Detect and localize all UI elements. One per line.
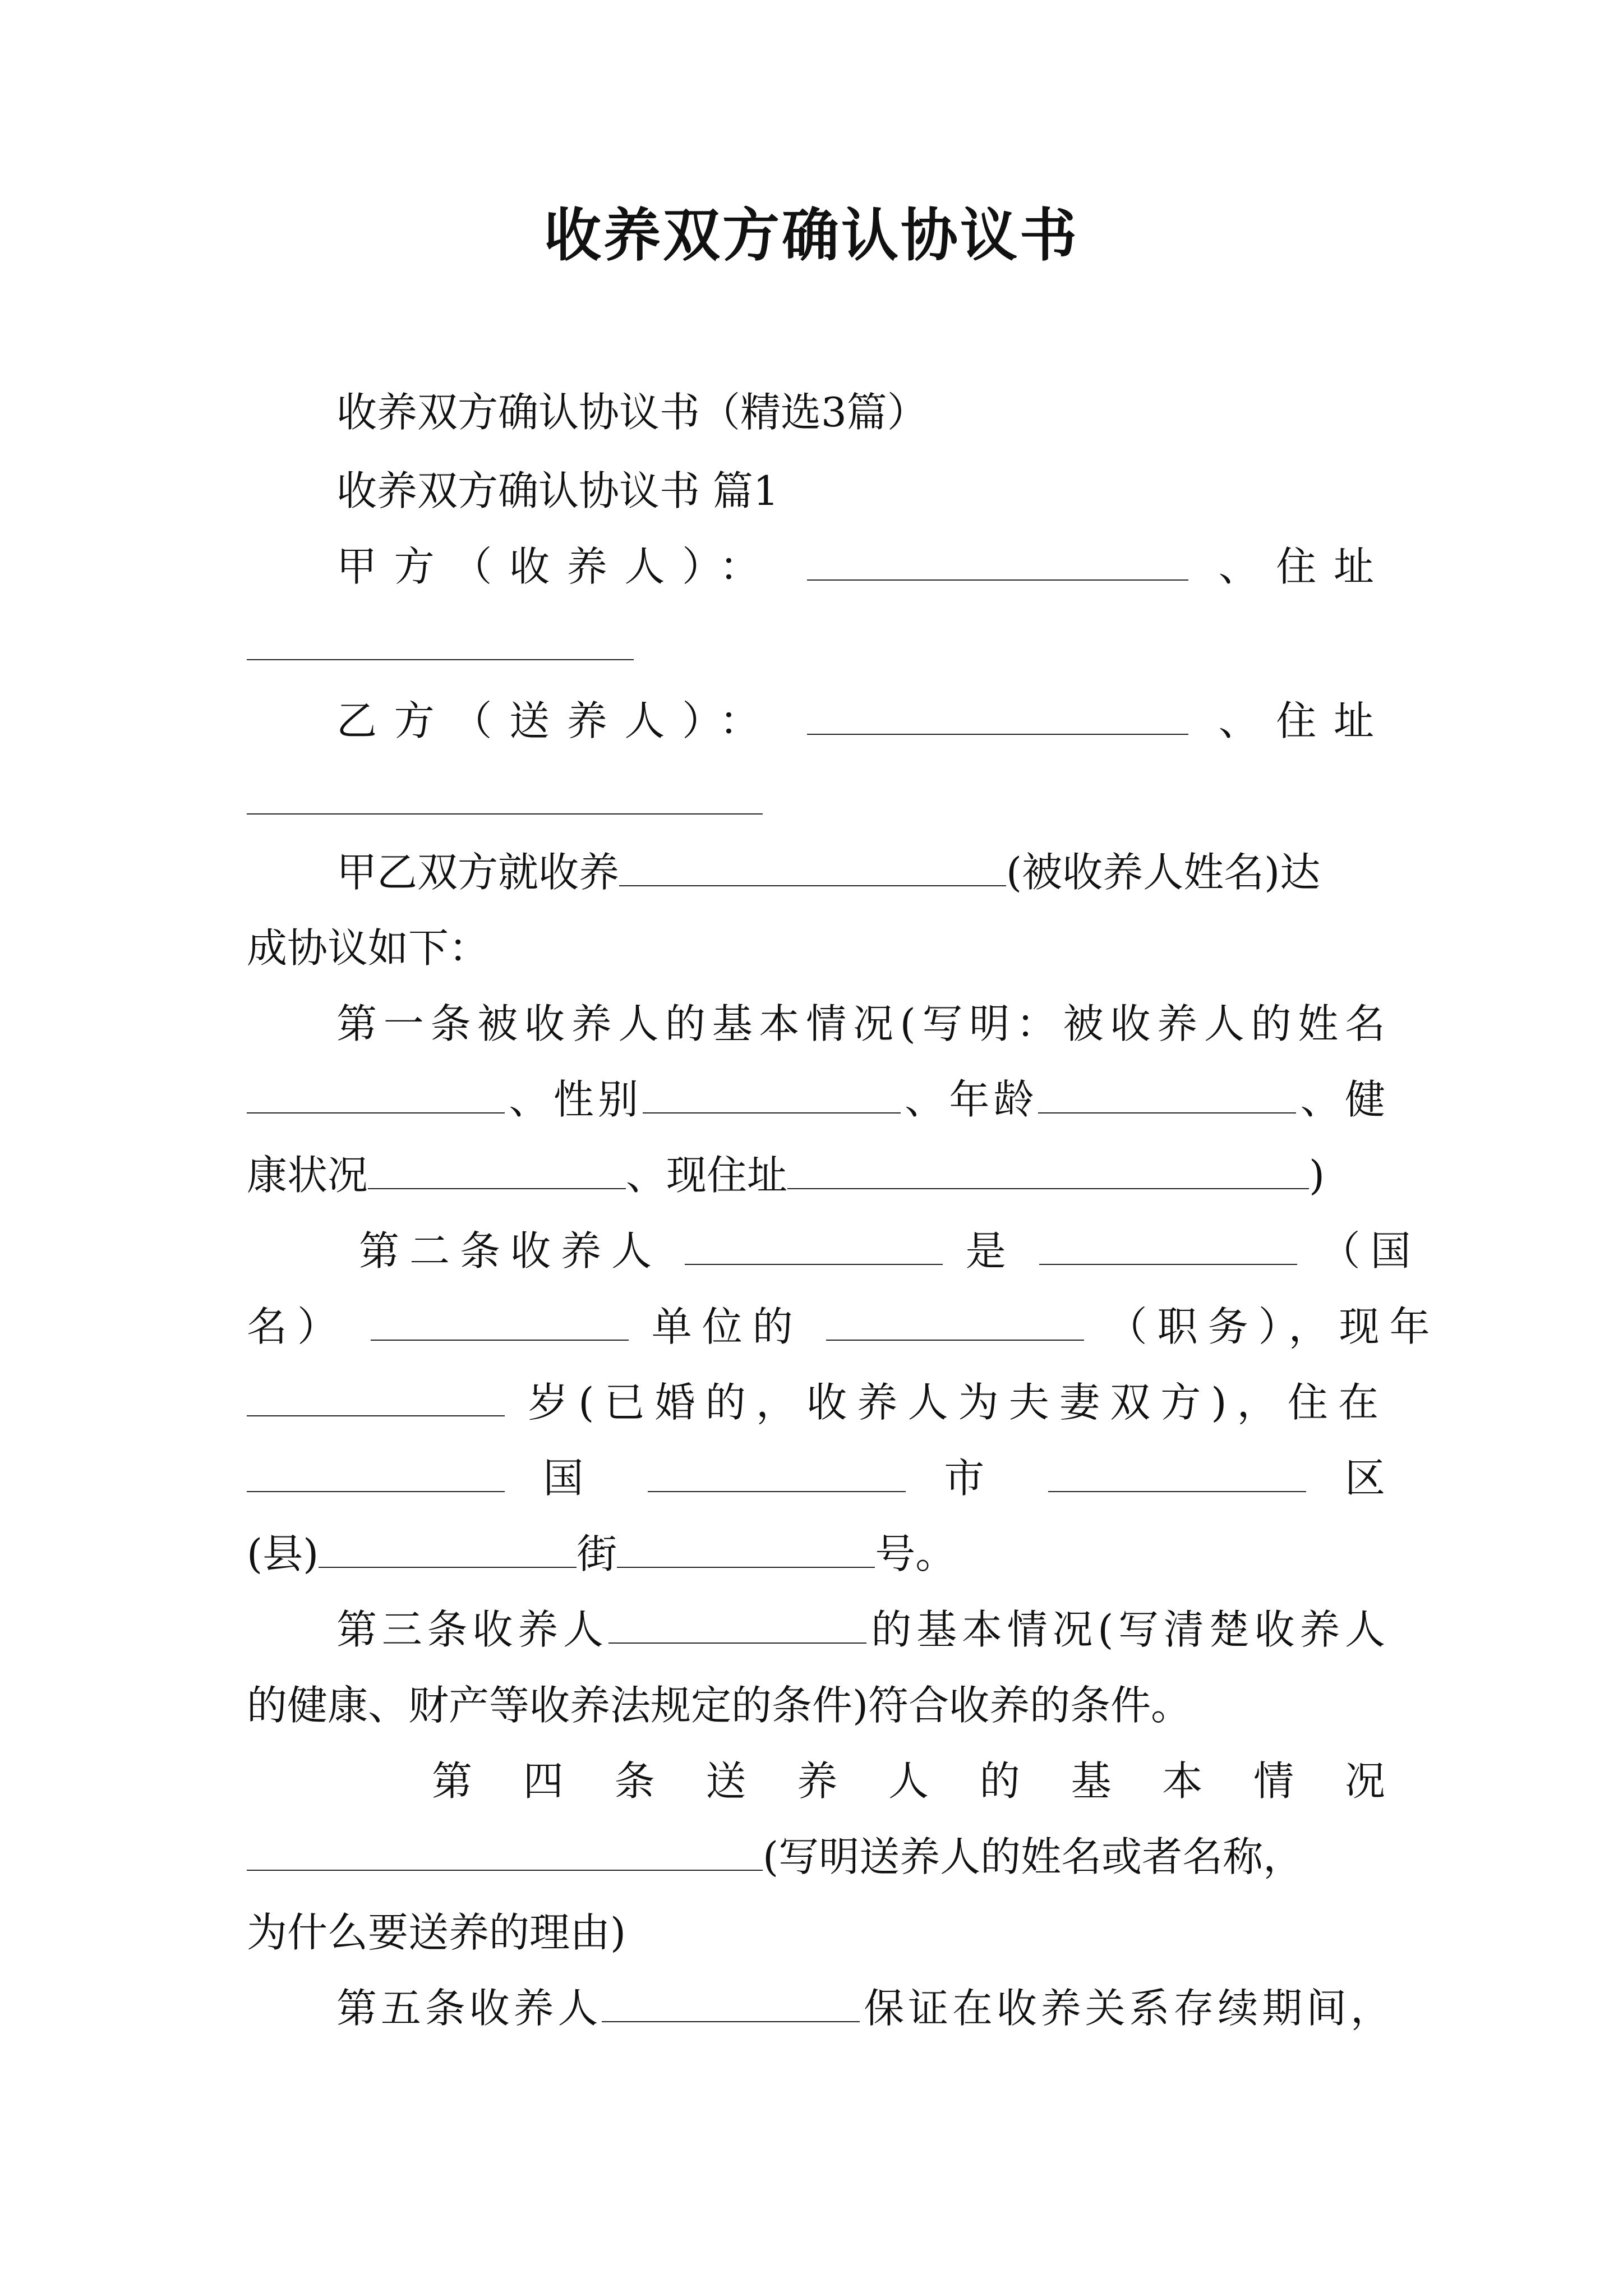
county-word: (县)	[247, 1530, 319, 1577]
article4-line1: 第四条送养人的基本情况	[432, 1757, 1385, 1805]
article3-adopter-blank	[608, 1603, 866, 1644]
age-label: 、年龄	[900, 1076, 1039, 1123]
intro-suffix: (被收养人姓名)达	[1006, 849, 1321, 896]
adopter-age-blank	[247, 1376, 505, 1416]
party-b-label: 乙方（送养人）：	[336, 697, 777, 744]
article2-is: 是	[965, 1227, 1016, 1274]
party-b-line	[336, 690, 1385, 752]
current-address-label: 、现住址	[626, 1152, 788, 1199]
article1-line3	[247, 1144, 1385, 1206]
residence-country-blank	[247, 1452, 505, 1492]
party-b-address-blank	[247, 813, 763, 815]
district-blank	[1048, 1452, 1306, 1492]
party-b-name-blank	[807, 694, 1188, 735]
document-title: 收养双方确认协议书	[544, 202, 1079, 269]
party-a-line	[336, 536, 1385, 597]
adoptee-name-field-blank	[247, 1073, 505, 1114]
article2-line3	[247, 1372, 1385, 1433]
party-b-address-label: 、住址	[1218, 697, 1385, 744]
gender-blank	[643, 1073, 901, 1114]
article5-prefix: 第五条收养人	[336, 1985, 602, 2032]
article3-line2: 的健康、财产等收养法规定的条件)符合收养的条件。	[247, 1682, 1192, 1729]
adoptee-name-blank	[619, 846, 1006, 886]
article1-line1: 第一条被收养人的基本情况(写明：被收养人的姓名	[336, 1000, 1385, 1047]
city-word: 市	[944, 1455, 1010, 1502]
street-blank	[617, 1527, 875, 1568]
age-blank	[1038, 1073, 1296, 1114]
article3-line1	[336, 1599, 1385, 1660]
country-label-open: （国	[1320, 1227, 1421, 1274]
adopter-age-label: 岁(已婚的，收养人为夫妻双方)，住在	[528, 1379, 1386, 1426]
city-blank	[648, 1452, 906, 1492]
agreement-intro-line2: 成协议如下：	[247, 924, 490, 972]
position-blank	[826, 1300, 1084, 1341]
article1-close: )	[1309, 1152, 1325, 1199]
article5-adopter-blank	[602, 1982, 860, 2022]
party-a-name-blank	[807, 540, 1188, 581]
current-address-blank	[787, 1149, 1309, 1189]
article5-line1	[336, 1977, 1391, 2039]
subtitle: 收养双方确认协议书（精选3篇）	[336, 389, 928, 436]
article2-line2	[247, 1296, 1440, 1358]
agreement-intro	[336, 841, 1475, 903]
gender-label: 、性别	[505, 1076, 643, 1123]
street-word: 街	[577, 1530, 617, 1577]
article3-suffix: 的基本情况(写清楚收养人	[866, 1606, 1385, 1653]
article2-line1	[359, 1220, 1421, 1282]
health-blank	[368, 1149, 626, 1189]
party-a-address-label: 、住址	[1218, 543, 1385, 590]
adopter-name-blank	[685, 1225, 943, 1265]
article1-line2	[247, 1069, 1385, 1130]
work-unit-blank	[371, 1300, 629, 1341]
article2-prefix: 第二条收养人	[359, 1227, 662, 1274]
country-blank	[1039, 1225, 1297, 1265]
intro-prefix: 甲乙双方就收养	[336, 849, 620, 896]
health-label-end: 康状况	[247, 1152, 368, 1199]
article4-suffix: (写明送养人的姓名或者名称，	[763, 1833, 1304, 1880]
article2-line4	[247, 1447, 1385, 1509]
position-label: （职务），现年	[1106, 1303, 1440, 1350]
number-word: 号。	[875, 1530, 956, 1577]
party-a-label: 甲方（收养人）：	[336, 543, 777, 590]
unit-label: 单位的	[651, 1303, 803, 1350]
sender-info-blank	[247, 1830, 763, 1871]
party-a-address-blank	[247, 659, 634, 660]
country-label-close: 名）	[247, 1303, 348, 1350]
section-heading: 收养双方确认协议书 篇1	[336, 467, 779, 514]
article3-prefix: 第三条收养人	[336, 1606, 608, 1653]
article4-line3: 为什么要送养的理由)	[247, 1909, 626, 1956]
article2-line5	[247, 1523, 1385, 1585]
district-word: 区	[1344, 1455, 1385, 1502]
article5-suffix: 保证在收养关系存续期间，	[860, 1985, 1391, 2032]
country-word: 国	[543, 1455, 610, 1502]
health-label-start: 、健	[1296, 1076, 1385, 1123]
article4-line2	[247, 1826, 1385, 1888]
county-blank	[319, 1527, 577, 1568]
